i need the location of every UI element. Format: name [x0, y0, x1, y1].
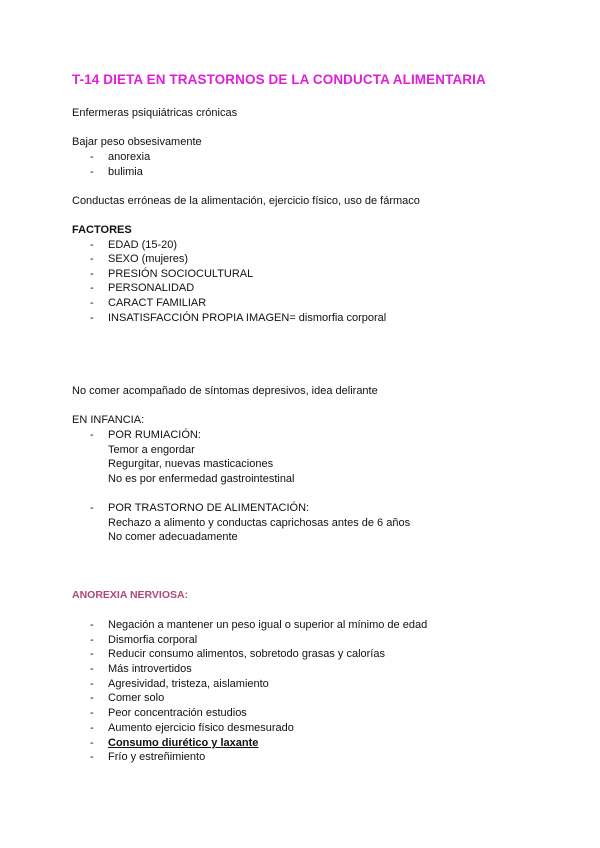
- list-dash: -: [90, 722, 94, 734]
- list-dash: -: [90, 151, 94, 163]
- list-item: Dismorfia corporal: [108, 634, 198, 646]
- conductas-text: Conductas erróneas de la alimentación, ejercicio físico, uso de fármaco: [72, 195, 420, 207]
- list-dash: -: [90, 268, 94, 280]
- list-dash: -: [90, 707, 94, 719]
- trastorno-label: POR TRASTORNO DE ALIMENTACIÓN:: [108, 502, 310, 514]
- list-dash: -: [90, 166, 94, 178]
- list-item: Negación a mantener un peso igual o superior al mínimo de edad: [108, 619, 428, 631]
- trastorno-line: Rechazo a alimento y conductas caprichosas antes de 6 años: [108, 517, 411, 529]
- rumiacion-line: Regurgitar, nuevas masticaciones: [108, 458, 274, 470]
- list-item: Comer solo: [108, 692, 165, 704]
- list-item: Más introvertidos: [108, 663, 192, 675]
- factores-heading: FACTORES: [72, 224, 132, 236]
- list-dash: -: [90, 648, 94, 660]
- document-title: T-14 DIETA EN TRASTORNOS DE LA CONDUCTA ALIMENTARIA: [72, 72, 486, 87]
- list-item: EDAD (15-20): [108, 239, 178, 251]
- list-item: Agresividad, tristeza, aislamiento: [108, 678, 269, 690]
- list-item: bulimia: [108, 166, 143, 178]
- list-item: Reducir consumo alimentos, sobretodo grasas y calorías: [108, 648, 385, 660]
- list-item: anorexia: [108, 151, 151, 163]
- list-dash: -: [90, 619, 94, 631]
- list-item: PERSONALIDAD: [108, 282, 195, 294]
- list-item: CARACT FAMILIAR: [108, 297, 207, 309]
- list-item: INSATISFACCIÓN PROPIA IMAGEN= dismorfia corporal: [108, 312, 387, 324]
- list-item: Aumento ejercicio físico desmesurado: [108, 722, 294, 734]
- rumiacion-line: Temor a engordar: [108, 444, 195, 456]
- list-dash: -: [90, 692, 94, 704]
- list-item-emphasis: Consumo diurético y laxante: [108, 737, 259, 749]
- list-dash: -: [90, 239, 94, 251]
- bajar-peso-label: Bajar peso obsesivamente: [72, 136, 202, 148]
- list-dash: -: [90, 502, 94, 514]
- list-item: Peor concentración estudios: [108, 707, 247, 719]
- rumiacion-label: POR RUMIACIÓN:: [108, 429, 201, 441]
- list-dash: -: [90, 312, 94, 324]
- list-dash: -: [90, 253, 94, 265]
- list-dash: -: [90, 429, 94, 441]
- list-dash: -: [90, 737, 94, 749]
- list-dash: -: [90, 634, 94, 646]
- list-dash: -: [90, 282, 94, 294]
- list-item: SEXO (mujeres): [108, 253, 189, 265]
- rumiacion-line: No es por enfermedad gastrointestinal: [108, 473, 295, 485]
- list-dash: -: [90, 663, 94, 675]
- list-item: Frío y estreñimiento: [108, 751, 206, 763]
- list-item: PRESIÓN SOCIOCULTURAL: [108, 268, 254, 280]
- no-comer-text: No comer acompañado de síntomas depresivos, idea delirante: [72, 385, 378, 397]
- list-dash: -: [90, 297, 94, 309]
- infancia-heading: EN INFANCIA:: [72, 414, 145, 426]
- trastorno-line: No comer adecuadamente: [108, 531, 238, 543]
- list-dash: -: [90, 678, 94, 690]
- intro-text: Enfermeras psiquiátricas crónicas: [72, 107, 238, 119]
- list-dash: -: [90, 751, 94, 763]
- anorexia-heading: ANOREXIA NERVIOSA:: [72, 589, 189, 601]
